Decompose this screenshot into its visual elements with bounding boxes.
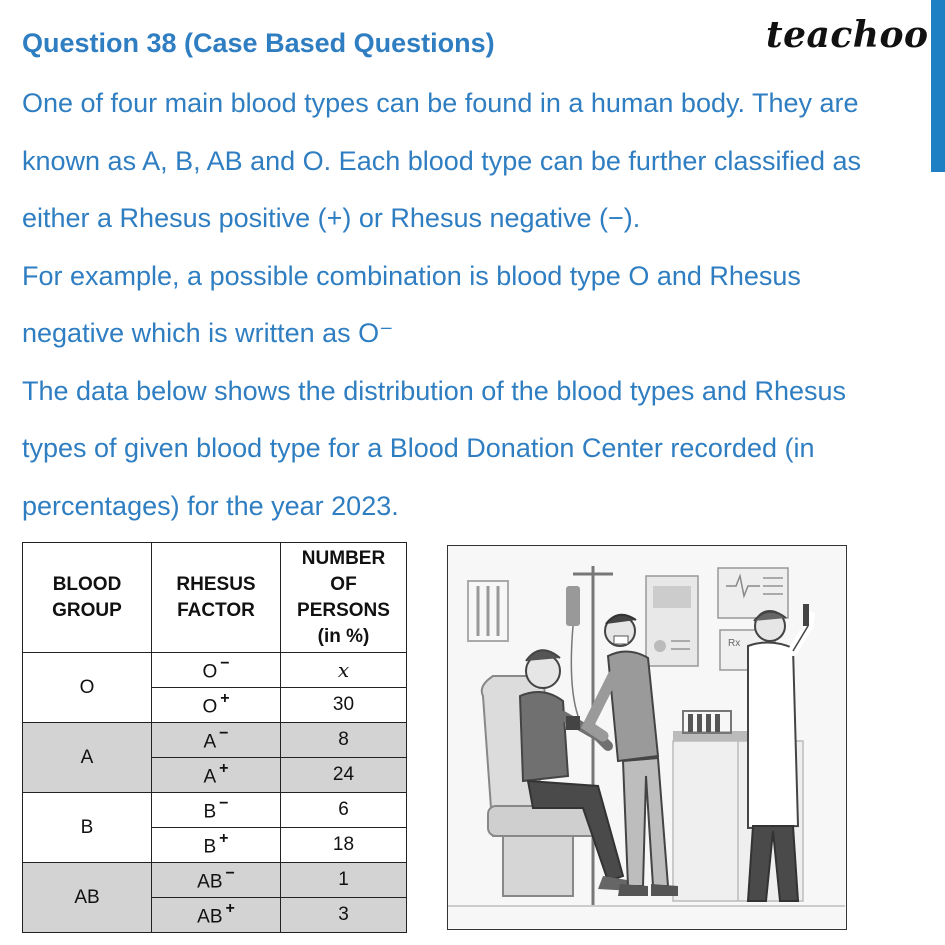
- rhesus-ab-positive: AB +: [152, 898, 281, 933]
- rhesus-o-negative: O −: [152, 653, 281, 688]
- rhesus-a-positive: A +: [152, 758, 281, 793]
- header-rhesus-factor: RHESUS FACTOR: [152, 543, 281, 653]
- header-number-of-persons: NUMBER OF PERSONS (in %): [281, 543, 407, 653]
- passage-line: known as A, B, AB and O. Each blood type can be further classified as: [22, 145, 861, 176]
- value-a-positive: 24: [281, 758, 407, 793]
- group-a: A: [23, 723, 152, 793]
- header-blood-group: BLOOD GROUP: [23, 543, 152, 653]
- group-ab: AB: [23, 863, 152, 933]
- rhesus-b-negative: B −: [152, 793, 281, 828]
- teachoo-logo: teachoo: [766, 14, 929, 56]
- passage-line: negative which is written as O⁻: [22, 318, 394, 348]
- rhesus-a-negative: A −: [152, 723, 281, 758]
- case-passage: [22, 75, 937, 535]
- rhesus-o-positive: O +: [152, 688, 281, 723]
- value-o-negative: x: [281, 653, 407, 688]
- passage-line: One of four main blood types can be found in a human body. They are: [22, 88, 859, 118]
- passage-line: types of given blood type for a Blood Donation Center recorded (in: [22, 433, 815, 463]
- group-b: B: [23, 793, 152, 863]
- value-a-negative: 8: [281, 723, 407, 758]
- value-ab-negative: 1: [281, 863, 407, 898]
- passage-line: The data below shows the distribution of the blood types and Rhesus: [22, 375, 847, 406]
- lab-sign-text: Rx: [728, 638, 741, 649]
- passage-line: either a Rhesus positive (+) or Rhesus negative (−).: [22, 203, 641, 233]
- question-title: Question 38 (Case Based Questions): [22, 28, 495, 58]
- value-ab-positive: 3: [281, 898, 407, 933]
- value-b-positive: 18: [281, 828, 407, 863]
- rhesus-ab-negative: AB −: [152, 863, 281, 898]
- value-o-positive: 30: [281, 688, 407, 723]
- blood-donation-illustration: [447, 545, 847, 930]
- passage-line: For example, a possible combination is blood type O and Rhesus: [22, 260, 801, 291]
- blood-donation-scene: [448, 546, 845, 928]
- rhesus-b-positive: B +: [152, 828, 281, 863]
- passage-line: percentages) for the year 2023.: [22, 490, 399, 521]
- value-b-negative: 6: [281, 793, 407, 828]
- blood-type-table: [22, 542, 407, 933]
- group-o: O: [23, 653, 152, 723]
